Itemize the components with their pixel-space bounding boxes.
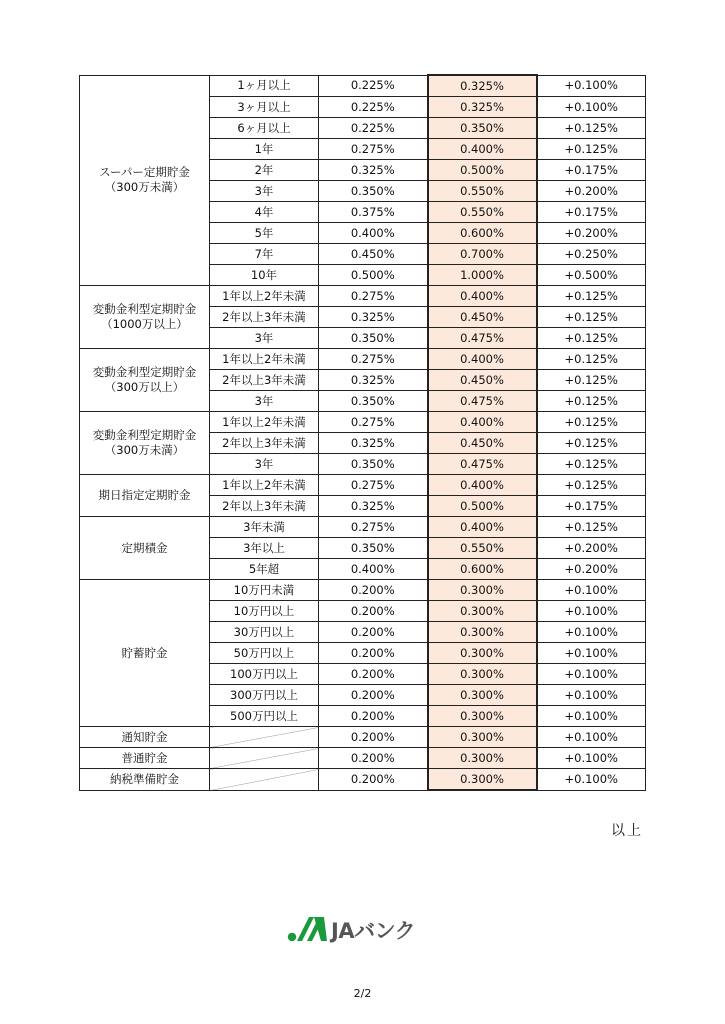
term-cell: 2年以上3年未満 xyxy=(210,433,319,454)
base-rate-cell: 0.275% xyxy=(319,139,428,160)
campaign-rate-cell: 0.300% xyxy=(428,706,537,727)
term-cell: 2年以上3年未満 xyxy=(210,307,319,328)
ja-bank-logo-icon xyxy=(287,915,327,943)
empty-term-cell xyxy=(210,748,319,769)
category-cell: 変動金利型定期貯金 （300万未満） xyxy=(80,412,210,475)
campaign-rate-cell: 0.400% xyxy=(428,286,537,307)
campaign-rate-cell: 0.450% xyxy=(428,370,537,391)
campaign-rate-cell: 0.700% xyxy=(428,244,537,265)
term-cell: 1年以上2年未満 xyxy=(210,412,319,433)
campaign-rate-cell: 0.475% xyxy=(428,391,537,412)
term-cell: 1年以上2年未満 xyxy=(210,475,319,496)
rate-difference-cell: +0.100% xyxy=(537,75,646,97)
campaign-rate-cell: 0.550% xyxy=(428,538,537,559)
campaign-rate-cell: 0.300% xyxy=(428,643,537,664)
base-rate-cell: 0.225% xyxy=(319,118,428,139)
rate-difference-cell: +0.125% xyxy=(537,139,646,160)
rate-difference-cell: +0.100% xyxy=(537,580,646,601)
term-cell: 3ヶ月以上 xyxy=(210,97,319,118)
base-rate-cell: 0.200% xyxy=(319,727,428,748)
table-row xyxy=(80,286,646,307)
campaign-rate-cell: 0.325% xyxy=(428,97,537,118)
campaign-rate-cell: 0.350% xyxy=(428,118,537,139)
base-rate-cell: 0.450% xyxy=(319,244,428,265)
base-rate-cell: 0.200% xyxy=(319,643,428,664)
campaign-rate-cell: 0.500% xyxy=(428,160,537,181)
rate-difference-cell: +0.100% xyxy=(537,769,646,791)
campaign-rate-cell: 0.300% xyxy=(428,664,537,685)
rate-difference-cell: +0.125% xyxy=(537,475,646,496)
category-cell: 貯蓄貯金 xyxy=(80,580,210,727)
term-cell: 1ヶ月以上 xyxy=(210,75,319,97)
term-cell: 10年 xyxy=(210,265,319,286)
term-cell: 500万円以上 xyxy=(210,706,319,727)
campaign-rate-cell: 0.400% xyxy=(428,139,537,160)
campaign-rate-cell: 0.450% xyxy=(428,433,537,454)
base-rate-cell: 0.325% xyxy=(319,160,428,181)
campaign-rate-cell: 0.300% xyxy=(428,601,537,622)
category-cell: 変動金利型定期貯金 （1000万以上） xyxy=(80,286,210,349)
base-rate-cell: 0.325% xyxy=(319,496,428,517)
campaign-rate-cell: 0.300% xyxy=(428,748,537,769)
campaign-rate-cell: 0.400% xyxy=(428,349,537,370)
campaign-rate-cell: 0.400% xyxy=(428,517,537,538)
campaign-rate-cell: 0.475% xyxy=(428,328,537,349)
rate-difference-cell: +0.125% xyxy=(537,454,646,475)
base-rate-cell: 0.325% xyxy=(319,433,428,454)
rate-difference-cell: +0.200% xyxy=(537,559,646,580)
term-cell: 300万円以上 xyxy=(210,685,319,706)
rate-difference-cell: +0.100% xyxy=(537,643,646,664)
campaign-rate-cell: 0.300% xyxy=(428,580,537,601)
rate-difference-cell: +0.125% xyxy=(537,286,646,307)
campaign-rate-cell: 0.400% xyxy=(428,412,537,433)
term-cell: 50万円以上 xyxy=(210,643,319,664)
base-rate-cell: 0.200% xyxy=(319,664,428,685)
rate-difference-cell: +0.200% xyxy=(537,181,646,202)
term-cell: 3年未満 xyxy=(210,517,319,538)
term-cell: 5年 xyxy=(210,223,319,244)
base-rate-cell: 0.350% xyxy=(319,328,428,349)
term-cell: 2年以上3年未満 xyxy=(210,370,319,391)
campaign-rate-cell: 0.600% xyxy=(428,223,537,244)
term-cell: 1年以上2年未満 xyxy=(210,349,319,370)
table-row xyxy=(80,475,646,496)
campaign-rate-cell: 0.300% xyxy=(428,622,537,643)
rate-difference-cell: +0.100% xyxy=(537,748,646,769)
rate-difference-cell: +0.125% xyxy=(537,433,646,454)
category-cell: 期日指定定期貯金 xyxy=(80,475,210,517)
campaign-rate-cell: 0.300% xyxy=(428,727,537,748)
term-cell: 3年 xyxy=(210,181,319,202)
base-rate-cell: 0.350% xyxy=(319,538,428,559)
base-rate-cell: 0.325% xyxy=(319,307,428,328)
base-rate-cell: 0.400% xyxy=(319,223,428,244)
rate-difference-cell: +0.175% xyxy=(537,496,646,517)
table-row xyxy=(80,412,646,433)
campaign-rate-cell: 0.450% xyxy=(428,307,537,328)
term-cell: 6ヶ月以上 xyxy=(210,118,319,139)
rate-difference-cell: +0.175% xyxy=(537,160,646,181)
category-cell: 定期積金 xyxy=(80,517,210,580)
rate-difference-cell: +0.175% xyxy=(537,202,646,223)
base-rate-cell: 0.275% xyxy=(319,517,428,538)
campaign-rate-cell: 0.400% xyxy=(428,475,537,496)
base-rate-cell: 0.275% xyxy=(319,412,428,433)
term-cell: 4年 xyxy=(210,202,319,223)
term-cell: 3年 xyxy=(210,454,319,475)
base-rate-cell: 0.200% xyxy=(319,706,428,727)
ja-bank-logo xyxy=(287,913,427,945)
base-rate-cell: 0.400% xyxy=(319,559,428,580)
ja-bank-logo-text: JAバンク xyxy=(331,919,416,943)
base-rate-cell: 0.375% xyxy=(319,202,428,223)
campaign-rate-cell: 0.550% xyxy=(428,202,537,223)
campaign-rate-cell: 1.000% xyxy=(428,265,537,286)
rate-difference-cell: +0.125% xyxy=(537,391,646,412)
empty-term-cell xyxy=(210,769,319,791)
rate-difference-cell: +0.100% xyxy=(537,97,646,118)
base-rate-cell: 0.200% xyxy=(319,580,428,601)
campaign-rate-cell: 0.300% xyxy=(428,685,537,706)
table-row xyxy=(80,349,646,370)
rate-difference-cell: +0.100% xyxy=(537,706,646,727)
rate-difference-cell: +0.125% xyxy=(537,412,646,433)
table-row xyxy=(80,517,646,538)
empty-term-cell xyxy=(210,727,319,748)
campaign-rate-cell: 0.325% xyxy=(428,75,537,97)
term-cell: 5年超 xyxy=(210,559,319,580)
term-cell: 10万円未満 xyxy=(210,580,319,601)
term-cell: 3年 xyxy=(210,391,319,412)
base-rate-cell: 0.200% xyxy=(319,748,428,769)
term-cell: 2年 xyxy=(210,160,319,181)
campaign-rate-cell: 0.500% xyxy=(428,496,537,517)
base-rate-cell: 0.350% xyxy=(319,181,428,202)
campaign-rate-cell: 0.475% xyxy=(428,454,537,475)
base-rate-cell: 0.275% xyxy=(319,286,428,307)
category-cell: 変動金利型定期貯金 （300万以上） xyxy=(80,349,210,412)
category-cell: 通知貯金 xyxy=(80,727,210,748)
table-row xyxy=(80,727,646,748)
term-cell: 30万円以上 xyxy=(210,622,319,643)
end-text: 以上 xyxy=(611,823,643,839)
rate-difference-cell: +0.100% xyxy=(537,601,646,622)
term-cell: 7年 xyxy=(210,244,319,265)
rate-difference-cell: +0.125% xyxy=(537,370,646,391)
interest-rate-table xyxy=(79,74,646,791)
rate-difference-cell: +0.100% xyxy=(537,685,646,706)
page-number: 2/2 xyxy=(353,987,372,1000)
base-rate-cell: 0.200% xyxy=(319,622,428,643)
base-rate-cell: 0.275% xyxy=(319,349,428,370)
rate-difference-cell: +0.250% xyxy=(537,244,646,265)
base-rate-cell: 0.275% xyxy=(319,475,428,496)
base-rate-cell: 0.225% xyxy=(319,75,428,97)
term-cell: 1年 xyxy=(210,139,319,160)
rate-difference-cell: +0.200% xyxy=(537,223,646,244)
term-cell: 3年以上 xyxy=(210,538,319,559)
term-cell: 3年 xyxy=(210,328,319,349)
base-rate-cell: 0.500% xyxy=(319,265,428,286)
category-cell: 納税準備貯金 xyxy=(80,769,210,791)
category-cell: 普通貯金 xyxy=(80,748,210,769)
base-rate-cell: 0.325% xyxy=(319,370,428,391)
base-rate-cell: 0.200% xyxy=(319,769,428,791)
table-row xyxy=(80,580,646,601)
base-rate-cell: 0.350% xyxy=(319,454,428,475)
rate-difference-cell: +0.125% xyxy=(537,517,646,538)
campaign-rate-cell: 0.600% xyxy=(428,559,537,580)
table-row xyxy=(80,748,646,769)
rate-difference-cell: +0.100% xyxy=(537,664,646,685)
rate-difference-cell: +0.125% xyxy=(537,307,646,328)
base-rate-cell: 0.350% xyxy=(319,391,428,412)
term-cell: 100万円以上 xyxy=(210,664,319,685)
rate-difference-cell: +0.200% xyxy=(537,538,646,559)
campaign-rate-cell: 0.550% xyxy=(428,181,537,202)
rate-rows xyxy=(80,75,646,790)
table-row xyxy=(80,75,646,97)
category-cell: スーパー定期貯金 （300万未満） xyxy=(80,75,210,286)
term-cell: 1年以上2年未満 xyxy=(210,286,319,307)
rate-difference-cell: +0.125% xyxy=(537,349,646,370)
term-cell: 2年以上3年未満 xyxy=(210,496,319,517)
table-row xyxy=(80,769,646,791)
rate-difference-cell: +0.100% xyxy=(537,727,646,748)
base-rate-cell: 0.200% xyxy=(319,685,428,706)
rate-difference-cell: +0.125% xyxy=(537,118,646,139)
rate-difference-cell: +0.500% xyxy=(537,265,646,286)
base-rate-cell: 0.225% xyxy=(319,97,428,118)
base-rate-cell: 0.200% xyxy=(319,601,428,622)
campaign-rate-cell: 0.300% xyxy=(428,769,537,791)
rate-difference-cell: +0.100% xyxy=(537,622,646,643)
term-cell: 10万円以上 xyxy=(210,601,319,622)
rate-difference-cell: +0.125% xyxy=(537,328,646,349)
